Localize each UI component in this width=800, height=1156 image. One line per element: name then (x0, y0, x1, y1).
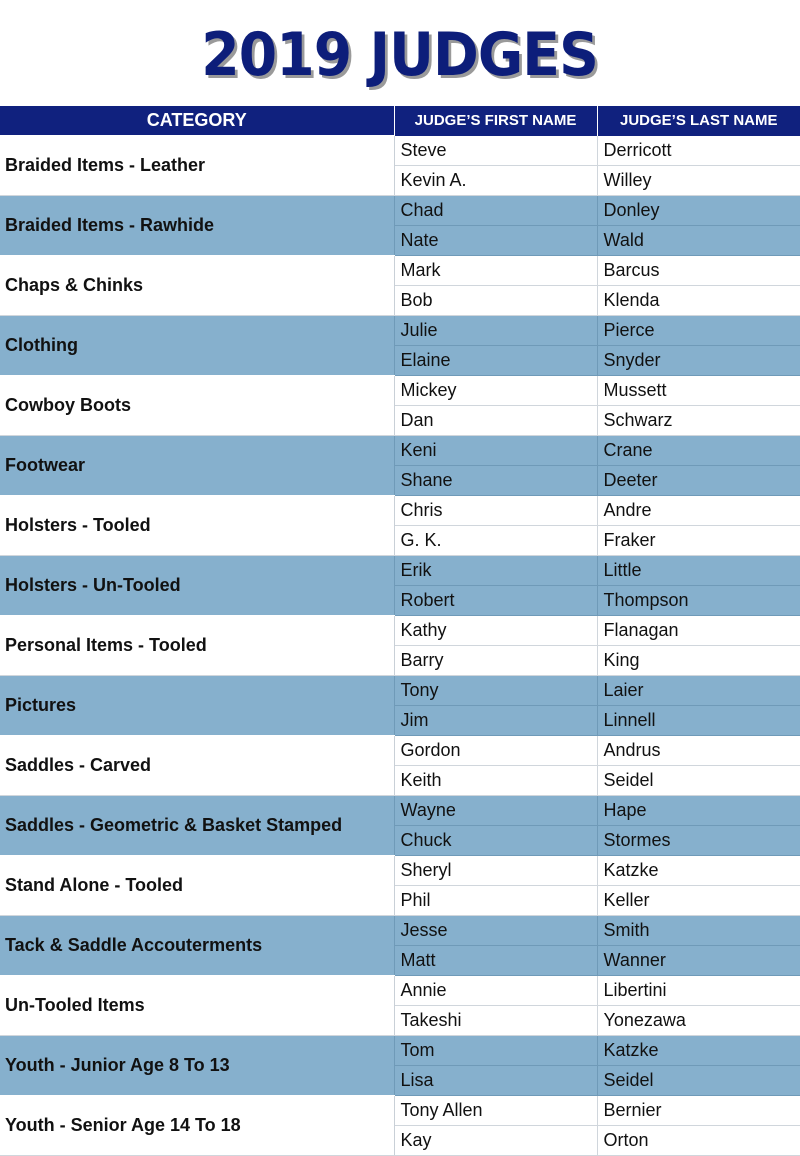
table-row (0, 795, 800, 825)
category-cell: Braided Items - Leather (0, 136, 394, 196)
judge-last-name: Fraker (597, 525, 800, 555)
category-cell: Youth - Junior Age 8 To 13 (0, 1035, 394, 1095)
judge-first-name: Robert (394, 585, 597, 615)
table-row (0, 975, 800, 1005)
judge-last-name: Andrus (597, 735, 800, 765)
category-cell: Cowboy Boots (0, 375, 394, 435)
judge-first-name: Chris (394, 495, 597, 525)
table-row (0, 675, 800, 705)
judge-last-name: Barcus (597, 255, 800, 285)
judge-last-name: Laier (597, 675, 800, 705)
table-row (0, 555, 800, 585)
judge-first-name: Annie (394, 975, 597, 1005)
judge-last-name: Seidel (597, 765, 800, 795)
judge-last-name: Orton (597, 1125, 800, 1155)
judge-last-name: Flanagan (597, 615, 800, 645)
table-row (0, 495, 800, 525)
table-row (0, 435, 800, 465)
judge-first-name: Tom (394, 1035, 597, 1065)
judge-first-name: Gordon (394, 735, 597, 765)
judges-table (0, 106, 800, 1156)
judge-first-name: Wayne (394, 795, 597, 825)
judge-first-name: Jesse (394, 915, 597, 945)
judge-last-name: Stormes (597, 825, 800, 855)
judge-last-name: Linnell (597, 705, 800, 735)
header-first-name: JUDGE’S FIRST NAME (394, 106, 597, 136)
table-row (0, 855, 800, 885)
judge-last-name: Donley (597, 195, 800, 225)
table-row (0, 195, 800, 225)
judge-first-name: Dan (394, 405, 597, 435)
table-row (0, 136, 800, 166)
table-row (0, 615, 800, 645)
judge-first-name: Chad (394, 195, 597, 225)
judge-first-name: Kathy (394, 615, 597, 645)
category-cell: Holsters - Un-Tooled (0, 555, 394, 615)
judge-first-name: Erik (394, 555, 597, 585)
table-row (0, 375, 800, 405)
judge-last-name: Pierce (597, 315, 800, 345)
category-cell: Un-Tooled Items (0, 975, 394, 1035)
judge-last-name: Yonezawa (597, 1005, 800, 1035)
judge-last-name: Thompson (597, 585, 800, 615)
category-cell: Stand Alone - Tooled (0, 855, 394, 915)
judge-first-name: Bob (394, 285, 597, 315)
judge-last-name: King (597, 645, 800, 675)
header-row (0, 106, 800, 136)
judge-last-name: Crane (597, 435, 800, 465)
judge-first-name: Chuck (394, 825, 597, 855)
judge-first-name: Tony (394, 675, 597, 705)
judge-last-name: Katzke (597, 1035, 800, 1065)
judge-first-name: Sheryl (394, 855, 597, 885)
table-row (0, 915, 800, 945)
judge-last-name: Andre (597, 495, 800, 525)
category-cell: Tack & Saddle Accouterments (0, 915, 394, 975)
table-body (0, 136, 800, 1156)
table-row (0, 255, 800, 285)
judge-first-name: Nate (394, 225, 597, 255)
category-cell: Saddles - Carved (0, 735, 394, 795)
category-cell: Personal Items - Tooled (0, 615, 394, 675)
judge-last-name: Mussett (597, 375, 800, 405)
judge-last-name: Bernier (597, 1095, 800, 1125)
header-last-name: JUDGE’S LAST NAME (597, 106, 800, 136)
judge-last-name: Deeter (597, 465, 800, 495)
judge-first-name: G. K. (394, 525, 597, 555)
judge-last-name: Katzke (597, 855, 800, 885)
judge-first-name: Shane (394, 465, 597, 495)
judge-last-name: Keller (597, 885, 800, 915)
header-category: CATEGORY (0, 106, 394, 136)
category-cell: Clothing (0, 315, 394, 375)
category-cell: Saddles - Geometric & Basket Stamped (0, 795, 394, 855)
judge-last-name: Schwarz (597, 405, 800, 435)
category-cell: Braided Items - Rawhide (0, 195, 394, 255)
page-title: 2019 JUDGES (201, 20, 599, 90)
judge-first-name: Tony Allen (394, 1095, 597, 1125)
judge-last-name: Seidel (597, 1065, 800, 1095)
table-row (0, 1035, 800, 1065)
judge-first-name: Keith (394, 765, 597, 795)
judge-first-name: Keni (394, 435, 597, 465)
judge-first-name: Kevin A. (394, 165, 597, 195)
judge-first-name: Elaine (394, 345, 597, 375)
title-banner (0, 0, 800, 106)
category-cell: Youth - Senior Age 14 To 18 (0, 1095, 394, 1155)
category-cell: Pictures (0, 675, 394, 735)
judge-first-name: Steve (394, 136, 597, 166)
judge-first-name: Mickey (394, 375, 597, 405)
judge-first-name: Phil (394, 885, 597, 915)
judge-first-name: Barry (394, 645, 597, 675)
judge-last-name: Wanner (597, 945, 800, 975)
judge-first-name: Lisa (394, 1065, 597, 1095)
judge-last-name: Hape (597, 795, 800, 825)
judge-first-name: Takeshi (394, 1005, 597, 1035)
table-header (0, 106, 800, 136)
category-cell: Chaps & Chinks (0, 255, 394, 315)
table-row (0, 735, 800, 765)
judge-last-name: Smith (597, 915, 800, 945)
judge-first-name: Jim (394, 705, 597, 735)
judge-first-name: Matt (394, 945, 597, 975)
category-cell: Holsters - Tooled (0, 495, 394, 555)
judge-last-name: Klenda (597, 285, 800, 315)
judge-last-name: Little (597, 555, 800, 585)
judge-last-name: Snyder (597, 345, 800, 375)
category-cell: Footwear (0, 435, 394, 495)
judge-first-name: Julie (394, 315, 597, 345)
table-row (0, 315, 800, 345)
table-row (0, 1095, 800, 1125)
judge-first-name: Mark (394, 255, 597, 285)
judge-last-name: Derricott (597, 136, 800, 166)
judge-last-name: Libertini (597, 975, 800, 1005)
judge-last-name: Wald (597, 225, 800, 255)
judge-first-name: Kay (394, 1125, 597, 1155)
judge-last-name: Willey (597, 165, 800, 195)
